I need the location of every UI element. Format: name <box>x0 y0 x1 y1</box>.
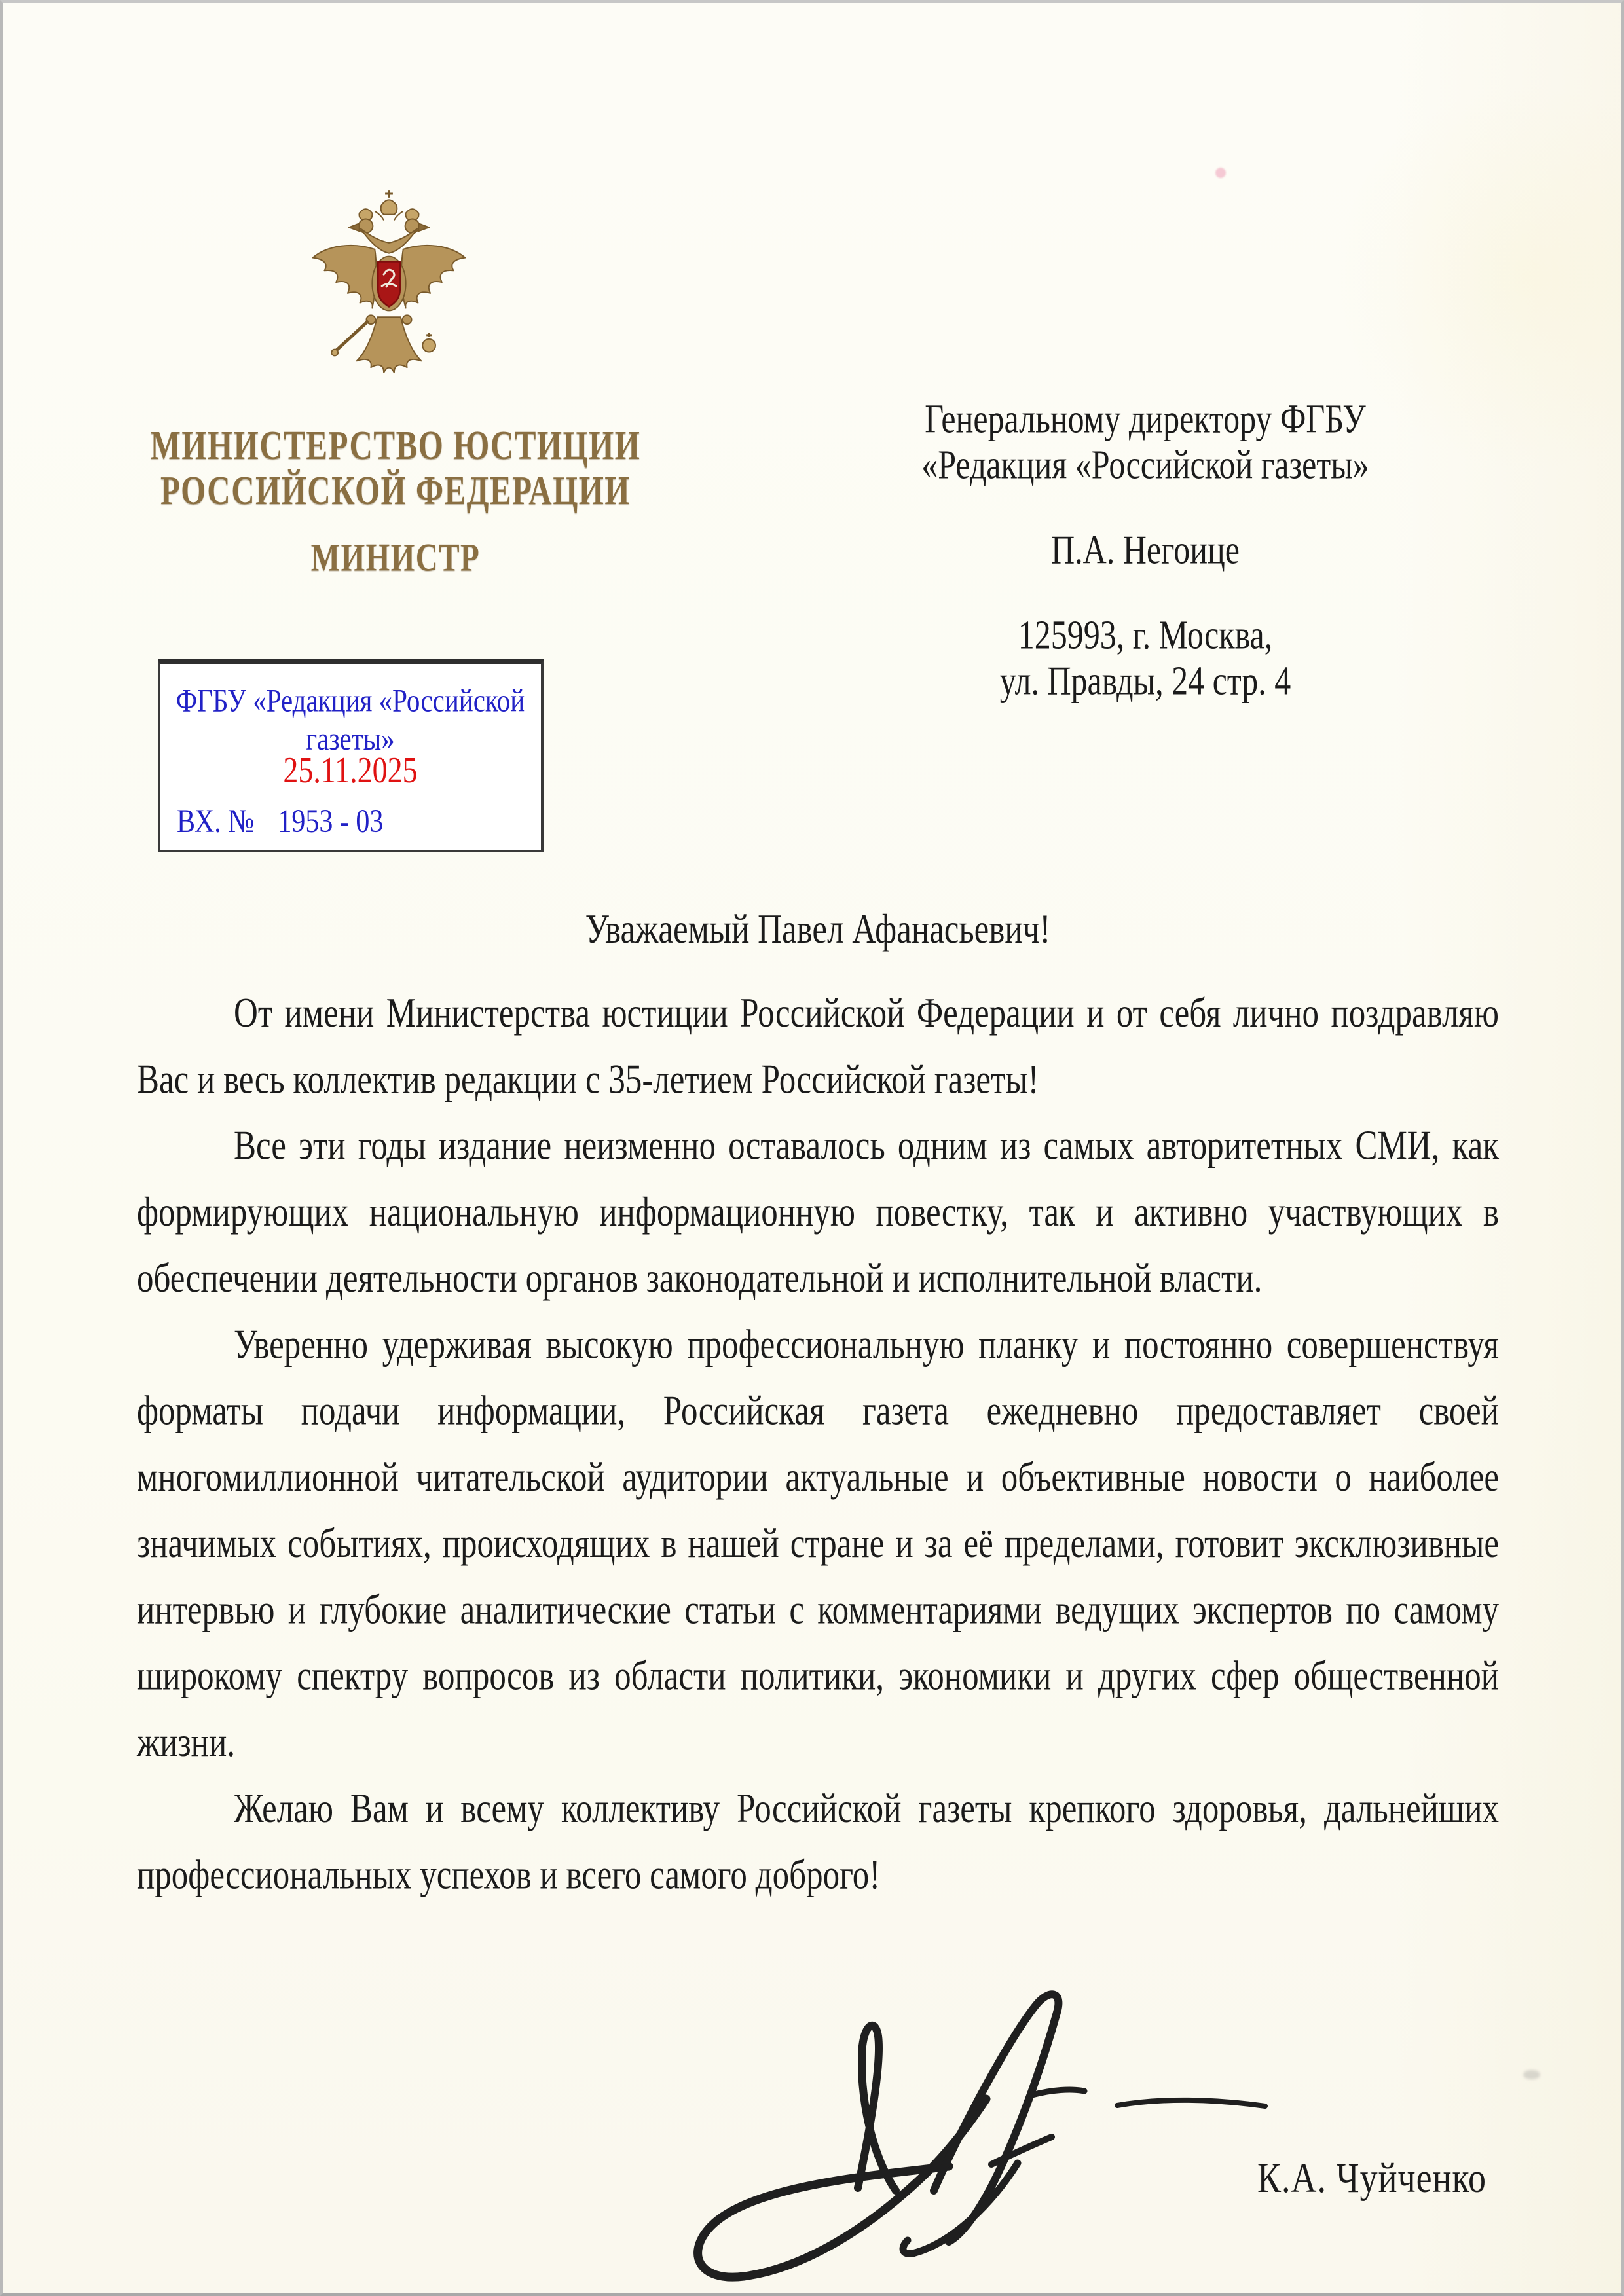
stamp-organization: ФГБУ «Редакция «Российской газеты» <box>175 682 525 757</box>
recipient-address-line2: ул. Правды, 24 стр. 4 <box>999 657 1291 703</box>
stamp-reg-label: ВХ. № <box>177 803 255 841</box>
incoming-stamp <box>158 659 544 852</box>
handwritten-signature <box>651 1967 1384 2296</box>
minister-post-title: МИНИСТР <box>310 536 481 580</box>
recipient-position-line1: Генеральному директору ФГБУ <box>925 395 1366 441</box>
recipient-address-line1: 125993, г. Москва, <box>1018 611 1273 657</box>
paragraph: От имени Министерства юстиции Российской Федерации и от себя лично поздравляю Вас и весь коллектив редакции с 35-летием Российской газеты! <box>137 991 1499 1103</box>
stamp-registration-number <box>160 803 541 841</box>
salutation: Уважаемый Павел Афанасьевич! <box>585 907 1051 953</box>
stamp-reg-value: 1953 - 03 <box>278 803 384 841</box>
paragraph: Желаю Вам и всему коллективу Российской газеты крепкого здоровья, дальнейших профессиональных успехов и всего самого доброго! <box>137 1786 1499 1899</box>
paragraph: Все эти годы издание неизменно оставалось одним из самых авторитетных СМИ, как формирующих национальную информационную повестку, так и активно участвующих в обеспечении деятельности органов законодательной и исполнительной власти. <box>137 1123 1499 1302</box>
signer-name: К.А. Чуйченко <box>1257 2154 1486 2202</box>
ministry-name-line2: РОССИЙСКОЙ ФЕДЕРАЦИИ <box>160 467 631 514</box>
paragraph: Уверенно удерживая высокую профессиональную планку и постоянно совершенствуя форматы подачи информации, Российская газета ежедневно предоставляет своей многомиллионной читательской аудитории актуальные и объективные новости о наиболее значимых событиях, происходящих в нашей стране и за её пределами, готовит эксклюзивные интервью и глубокие аналитические статьи с комментариями ведущих экспертов по самому широкому спектру вопросов из области политики, экономики и других сфер общественной жизни. <box>137 1322 1499 1766</box>
scan-artifact-speck <box>1523 2070 1540 2079</box>
scan-artifact-pink-dot <box>1215 168 1226 178</box>
coat-of-arms-icon <box>299 187 479 382</box>
ministry-name-line1: МИНИСТЕРСТВО ЮСТИЦИИ <box>150 422 641 469</box>
recipient-position-line2: «Редакция «Российской газеты» <box>921 441 1369 487</box>
letterhead <box>101 423 690 581</box>
recipient-block <box>824 395 1466 703</box>
stamp-date: 25.11.2025 <box>283 750 418 791</box>
letter-body <box>137 981 1499 1909</box>
recipient-person: П.А. Негоице <box>1051 526 1240 572</box>
